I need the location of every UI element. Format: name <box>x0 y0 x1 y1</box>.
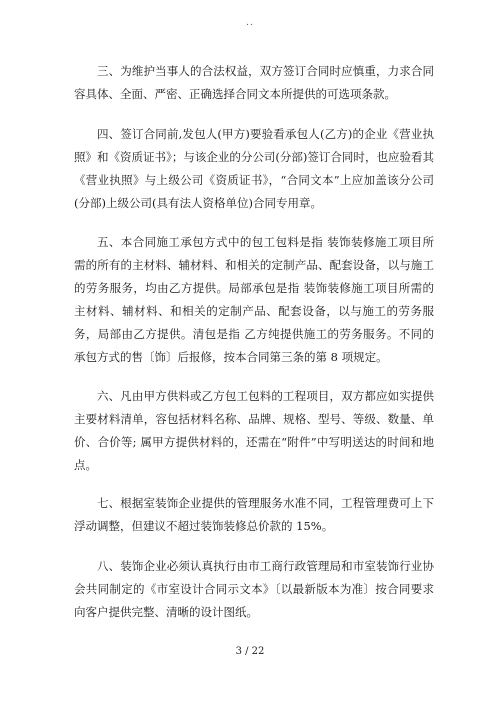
header-mark: .. <box>246 18 254 28</box>
paragraph-6: 六、凡由甲方供料或乙方包工包料的工程项目，双方都应如实提供主要材料清单，容包括材料名称、品牌、规格、型号、等级、数量、单价、合价等; 属甲方提供材料的，还需在“附件”中写明送达的时间和地点。 <box>74 389 434 472</box>
page-number: 3 / 22 <box>235 646 265 657</box>
paragraph-3: 三、为维护当事人的合法权益，双方签订合同时应慎重，力求合同容具体、全面、严密、正确选择合同文本所提供的可选项条款。 <box>74 64 434 101</box>
paragraph-5: 五、本合同施工承包方式中的包工包料是指 装饰装修施工项目所需的所有的主材料、辅材料、和相关的定制产品、配套设备，以与施工的劳务服务，均由乙方提供。局部承包是指 装饰装修施工项目所需的主材料、辅材料、和相关的定制产品、配套设备，以与施工的劳务服务，局部由乙方提供。清包是指 乙方纯提供施工的劳务服务。不同的承包方式的售〔饰〕后报修，按本合同第三条的第 8 项规定。 <box>74 235 434 364</box>
paragraph-8: 八、装饰企业必须认真执行由市工商行政管理局和市室装饰行业协会共同制定的《市室设计合同示文本》〔以最新版本为准〕按合同要求向客户提供完整、清晰的设计图纸。 <box>74 559 434 619</box>
document-body <box>74 60 434 640</box>
paragraph-7: 七、根据室装饰企业提供的管理服务水准不同，工程管理费可上下浮动调整，但建议不超过装饰装修总价款的 15%。 <box>74 496 434 533</box>
paragraph-4: 四、签订合同前,发包人(甲方)要验看承包人(乙方)的企业《营业执照》和《资质证书》；与该企业的分公司(分部)签订合同时，也应验看其《营业执照》与上级公司《资质证书》，“合同文本”上应加盖该分公司(分部)上级公司(具有法人资格单位)合同专用章。 <box>74 127 434 210</box>
